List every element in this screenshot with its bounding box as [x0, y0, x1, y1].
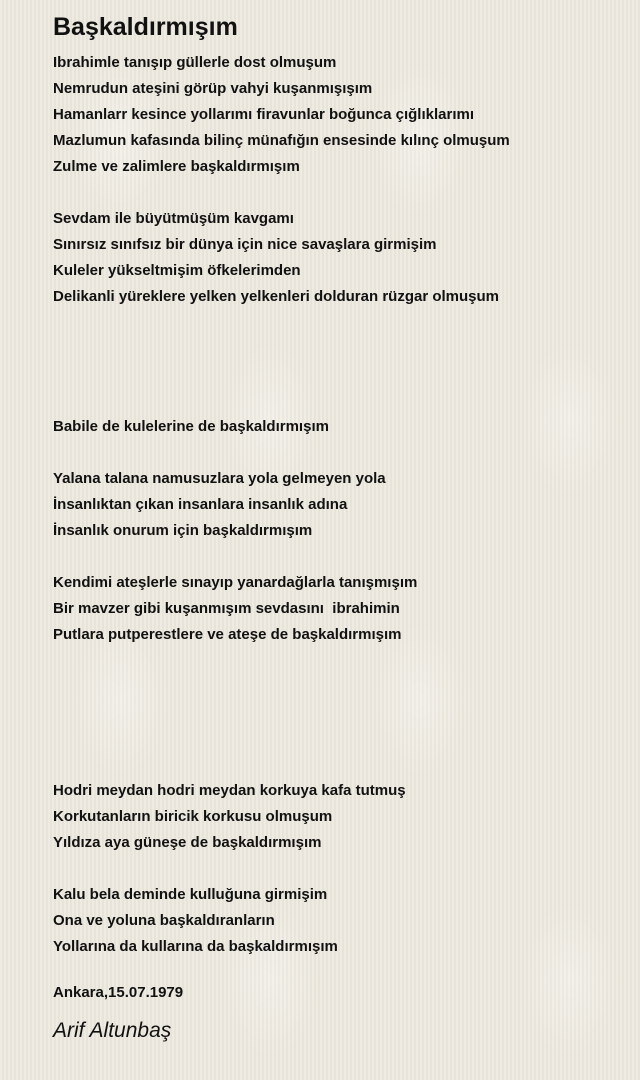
poem-line: Bir mavzer gibi kuşanmışım sevdasını ibrahimin — [53, 600, 400, 617]
poem-line: Kalu bela deminde kulluğuna girmişim — [53, 886, 328, 903]
stanza-gap — [53, 674, 633, 700]
stanza-gap — [53, 700, 633, 726]
stanza-gap — [53, 388, 633, 414]
poem-line: Yollarına da kullarına da başkaldırmışım — [53, 938, 338, 955]
poem-line: Korkutanların biricik korkusu olmuşum — [53, 808, 333, 825]
stanza-gap — [53, 648, 633, 674]
poem-line: Putlara putperestlere ve ateşe de başkaldırmışım — [53, 626, 402, 643]
stanza-gap — [53, 726, 633, 752]
poem-line: Babile de kulelerine de başkaldırmışım — [53, 418, 329, 435]
stanza-gap — [53, 752, 633, 778]
poem-line: Zulme ve zalimlere başkaldırmışım — [53, 158, 300, 175]
stanza-gap — [53, 362, 633, 388]
poem-line: Hamanlarr kesince yollarımı firavunlar boğunca çığlıklarımı — [53, 106, 474, 123]
poem-line: Nemrudun ateşini görüp vahyi kuşanmışışım — [53, 80, 373, 97]
stanza-gap — [53, 544, 633, 570]
poem-line: Sınırsız sınıfsız bir dünya için nice savaşlara girmişim — [53, 236, 437, 253]
stanza-gap — [53, 310, 633, 336]
poem-line: Yalana talana namusuzlara yola gelmeyen yola — [53, 470, 386, 487]
poem-line: Mazlumun kafasında bilinç münafığın ensesinde kılınç olmuşum — [53, 132, 510, 149]
poem-line: İnsanlıktan çıkan insanlara insanlık adına — [53, 496, 348, 513]
poem-line: Sevdam ile büyütmüşüm kavgamı — [53, 210, 294, 227]
stanza-gap — [53, 856, 633, 882]
poem-line: İnsanlık onurum için başkaldırmışım — [53, 522, 313, 539]
poem-line: Ona ve yoluna başkaldıranların — [53, 912, 275, 929]
poem-line: Kendimi ateşlerle sınayıp yanardağlarla tanışmışım — [53, 574, 418, 591]
poem-line: Kuleler yükseltmişim öfkelerimden — [53, 262, 301, 279]
poem-line: Hodri meydan hodri meydan korkuya kafa tutmuş — [53, 782, 406, 799]
poem-author: Arif Altunbaş — [53, 1019, 172, 1042]
stanza-gap — [53, 180, 633, 206]
poem-line: Ibrahimle tanışıp güllerle dost olmuşum — [53, 54, 337, 71]
stanza-gap — [53, 440, 633, 466]
poem-line: Delikanli yüreklere yelken yelkenleri dolduran rüzgar olmuşum — [53, 288, 500, 305]
stanza-gap — [53, 336, 633, 362]
poem-body — [53, 50, 633, 960]
poem-line: Yıldıza aya güneşe de başkaldırmışım — [53, 834, 322, 851]
poem-title: Başkaldırmışım — [53, 13, 238, 41]
poem-date-place: Ankara,15.07.1979 — [53, 984, 184, 1001]
